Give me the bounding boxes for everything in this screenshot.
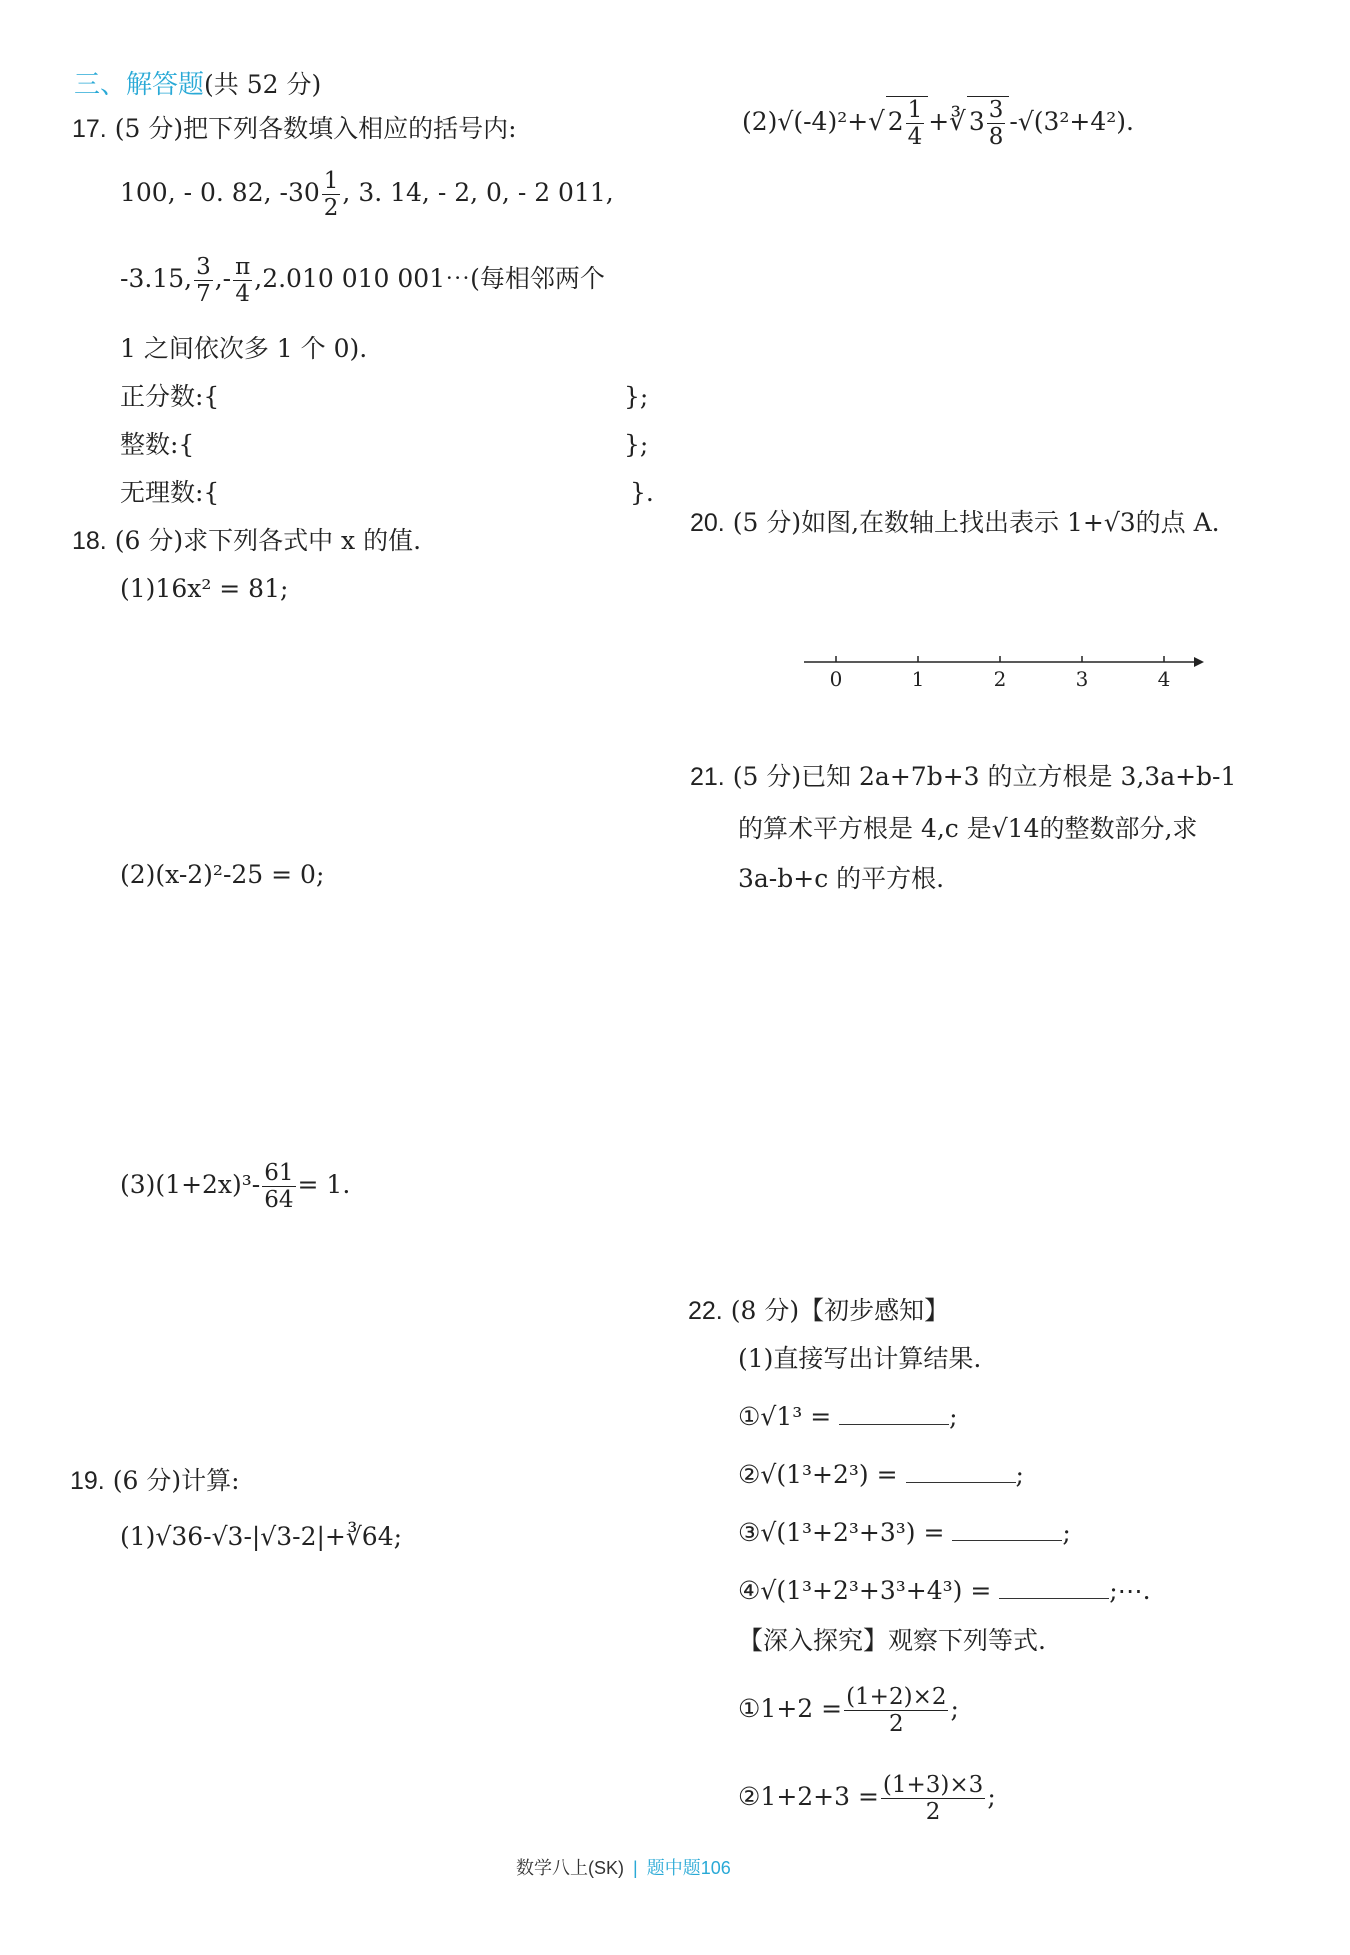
- footer-series: 题中题: [646, 1858, 701, 1878]
- q18-part1: (1)16x² = 81;: [120, 574, 289, 603]
- q22-sum2-fraction: $\frac{(1+3)\times 3}{2}$: [882, 1772, 984, 1825]
- q17-category-irrational-end: }.: [630, 478, 654, 507]
- section-heading: [74, 64, 321, 101]
- q22-sum1: ①1+2 = $\frac{(1+2)\times 2}{2}$ ;: [738, 1684, 959, 1737]
- number-line-tick-label: 3: [1075, 667, 1089, 691]
- q17-category-positive-fraction: 正分数:{: [120, 382, 220, 411]
- q17-category-irrational: 无理数:{: [120, 478, 220, 507]
- footer-book-title: 数学八上(SK): [516, 1858, 624, 1878]
- q22-expr1: ①√1³ = ;: [738, 1402, 958, 1431]
- q17-line3: 1 之间依次多 1 个 0).: [120, 334, 368, 363]
- q19-part2: (2)√(-4)²+√ 2 $\frac{1}{4}$ +∛ 3 $\frac{3}{8}$ -√(3²+4²).: [742, 97, 1135, 150]
- q22-explore: 【深入探究】观察下列等式.: [738, 1626, 1046, 1655]
- q22-expr2: ②√(1³+2³) = ;: [738, 1460, 1024, 1489]
- q22-expr1-answer-blank[interactable]: [839, 1424, 949, 1425]
- q17-line1-b: , 3. 14, - 2, 0, - 2 011,: [342, 178, 614, 207]
- q17-line2-fraction2: $\frac{\pi}{4}$: [235, 254, 251, 307]
- q22-expr3: ③√(1³+2³+3³) = ;: [738, 1518, 1071, 1547]
- q17-category-integer: 整数:{: [120, 430, 195, 459]
- q22-expr3-answer-blank[interactable]: [952, 1540, 1062, 1541]
- q18-stem-line: [72, 526, 421, 556]
- number-line: [800, 648, 1220, 698]
- q22-number: 22.: [688, 1297, 723, 1325]
- q22-part1: (1)直接写出计算结果.: [738, 1344, 982, 1373]
- q21-line1: (5 分)已知 2a+7b+3 的立方根是 3,3a+b-1: [732, 762, 1237, 791]
- q18-number: 18.: [72, 527, 107, 555]
- q18-part3: [120, 1160, 350, 1213]
- q19-number: 19.: [70, 1467, 105, 1495]
- q18-stem: (6 分)求下列各式中 x 的值.: [114, 526, 422, 555]
- q17-category-positive-fraction-end: };: [624, 382, 649, 411]
- q21-line3: 3a-b+c 的平方根.: [738, 864, 945, 893]
- q17-line1-fraction: $\frac{1}{2}$: [323, 168, 339, 221]
- q17-line1: [120, 168, 614, 221]
- section-score: (共 52 分): [204, 70, 322, 99]
- q18-part3-fraction: $\frac{61}{64}$: [264, 1160, 294, 1213]
- q17-line2: -3.15, $\frac{3}{7}$ ,- $\frac{\pi}{4}$ ,2.010 010 001⋯(每相邻两个: [120, 254, 605, 307]
- q21-line1-wrap: [690, 762, 1236, 792]
- q22-stem-line: [688, 1296, 949, 1326]
- footer-page-number: 106: [700, 1858, 731, 1878]
- q17-stem-line: [72, 114, 517, 144]
- number-line-tick-label: 0: [829, 667, 843, 691]
- q20-stem-line: [690, 508, 1220, 538]
- q19-stem-line: [70, 1466, 240, 1496]
- number-line-tick-label: 4: [1157, 667, 1171, 691]
- q20-number: 20.: [690, 509, 725, 537]
- q22-expr2-answer-blank[interactable]: [906, 1482, 1016, 1483]
- q19-part2-cbrt-mixed2: 3 $\frac{3}{8}$: [967, 96, 1010, 150]
- q21-line2: 的算术平方根是 4,c 是√14的整数部分,求: [738, 814, 1198, 843]
- q17-line1-a: 100, - 0. 82, -30: [120, 178, 320, 207]
- page-footer: 数学八上(SK) | 题中题106: [516, 1858, 731, 1878]
- number-line-arrow: [1194, 657, 1204, 667]
- q19-part2-b: -√(3²+4²).: [1009, 107, 1135, 136]
- q17-line2-b: ,2.010 010 001⋯(每相邻两个: [254, 264, 605, 293]
- q22-stem: (8 分)【初步感知】: [730, 1296, 950, 1325]
- q19-stem: (6 分)计算:: [112, 1466, 240, 1495]
- q17-line2-a: -3.15: [120, 264, 185, 293]
- q18-part2: (2)(x-2)²-25 = 0;: [120, 860, 325, 889]
- q18-part3-a: (3)(1+2x)³-: [120, 1170, 261, 1199]
- q21-number: 21.: [690, 763, 725, 791]
- number-line-tick-label: 2: [993, 667, 1007, 691]
- section-title: 三、解答题: [74, 69, 205, 99]
- q22-sum1-fraction: $\frac{(1+2)\times 2}{2}$: [846, 1684, 947, 1737]
- q17-number: 17.: [72, 115, 107, 143]
- q19-part1: (1)√36-√3-|√3-2|+∛64;: [120, 1522, 403, 1551]
- number-line-tick-label: 1: [911, 667, 925, 691]
- q17-line2-fraction1: $\frac{3}{7}$: [196, 254, 211, 307]
- q17-stem: (5 分)把下列各数填入相应的括号内:: [114, 114, 517, 143]
- q19-part2-sqrt-mixed1: 2 $\frac{1}{4}$: [886, 96, 929, 150]
- q17-category-integer-end: };: [624, 430, 649, 459]
- q22-expr4-answer-blank[interactable]: [999, 1598, 1109, 1599]
- q19-part2-a: (2)√(-4)²+: [742, 107, 869, 136]
- q22-sum2: ②1+2+3 = $\frac{(1+3)\times 3}{2}$ ;: [738, 1772, 996, 1825]
- q20-stem: (5 分)如图,在数轴上找出表示 1+√3的点 A.: [732, 508, 1220, 537]
- q18-part3-b: = 1.: [297, 1170, 351, 1199]
- q22-expr4: ④√(1³+2³+3³+4³) = ;⋯.: [738, 1576, 1151, 1605]
